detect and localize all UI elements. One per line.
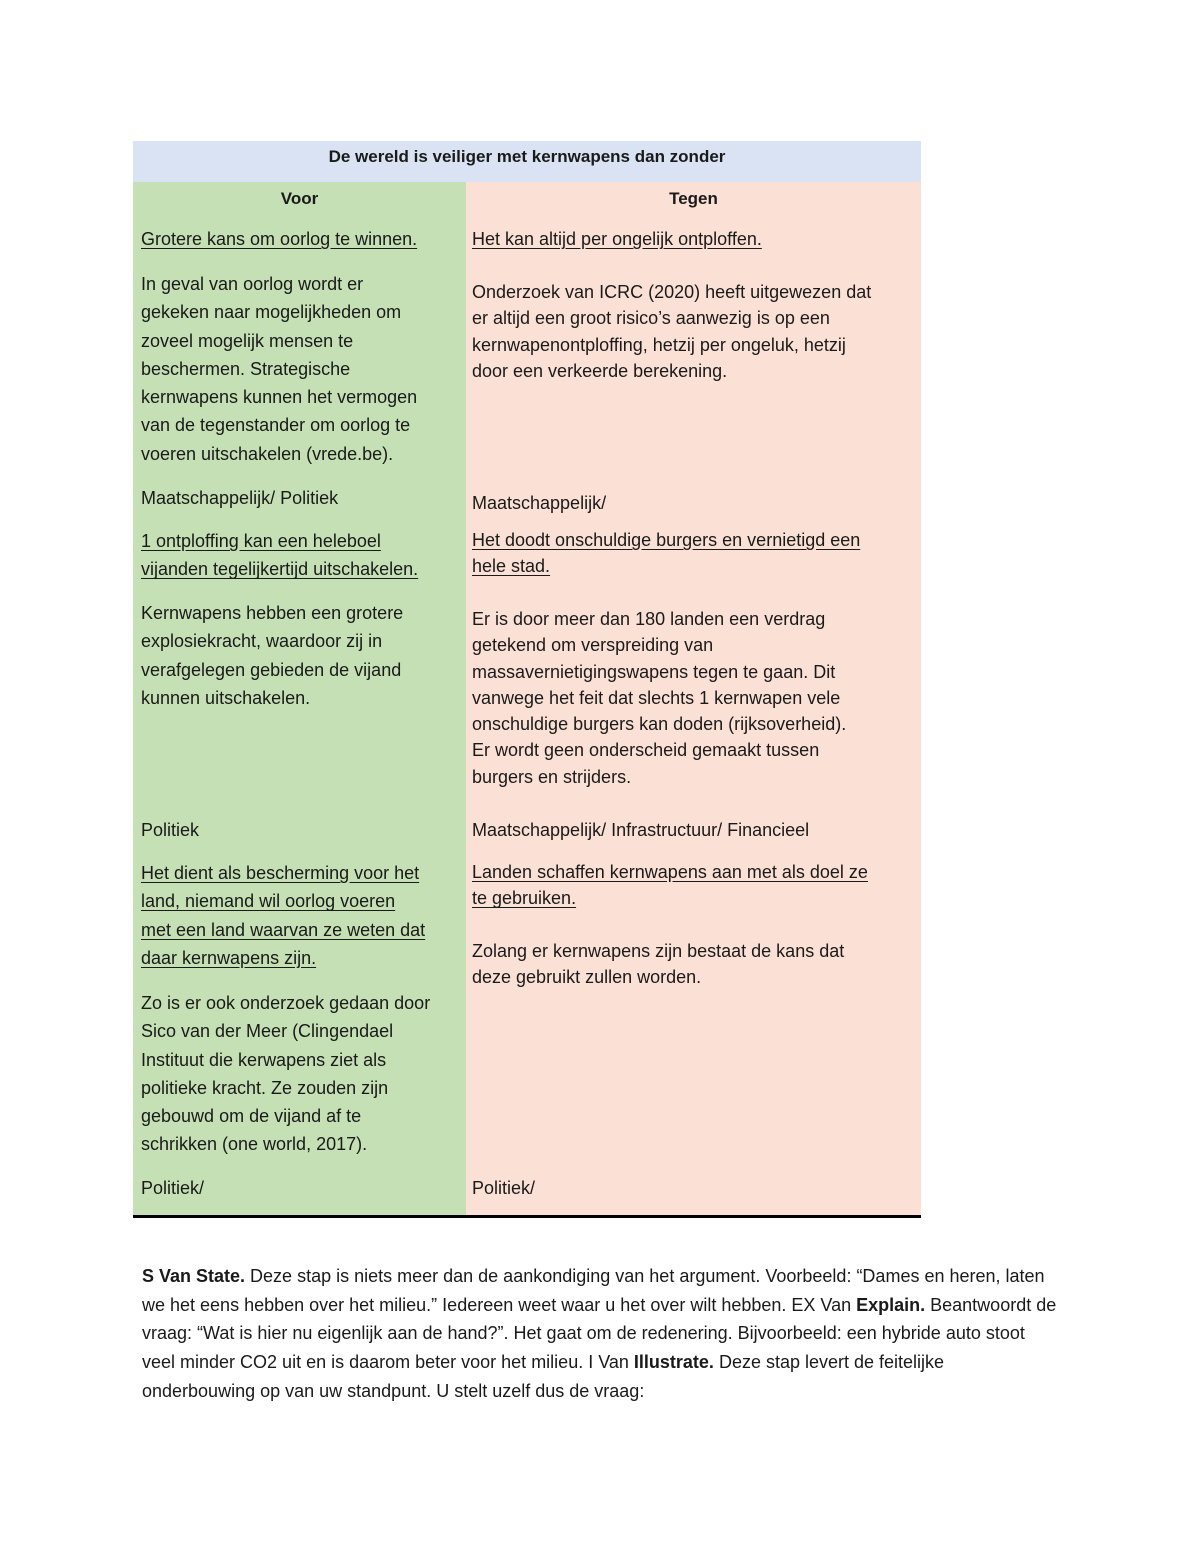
- voor-argument-heading: Grotere kans om oorlog te winnen.: [141, 229, 418, 249]
- illustrate-label: Illustrate.: [633, 1352, 714, 1373]
- voor-category-label: Maatschappelijk/ Politiek: [141, 488, 339, 508]
- voor-argument-text: In geval van oorlog wordt er gekeken naar mogelijkheden om zoveel mogelijk mensen te beschermen. Strategische kernwapens kunnen het vermogen van de tegenstander om oorlog te voeren uitschakelen (vrede.be).: [141, 274, 418, 464]
- tegen-category-label: Maatschappelijk/: [472, 493, 607, 513]
- state-text: Deze stap is niets meer dan de aankondiging van het argument. Voorbeeld: “Dames en heren, laten we het eens hebben over het milieu.” Iedereen weet waar u het over wilt hebben. EX Van: [142, 1266, 1045, 1315]
- tegen-argument-heading: Landen schaffen kernwapens aan met als doel ze te gebruiken.: [472, 862, 868, 909]
- illustrate-text: Deze stap levert de feitelijke onderbouwing op van uw standpunt. U stelt uzelf dus de vraag:: [142, 1352, 945, 1401]
- voor-argument-text: Zo is er ook onderzoek gedaan door Sico van der Meer (Clingendael Instituut die kerwapens ziet als politieke kracht. Ze zouden zijn gebouwd om de vijand af te schrikken (one world, 2017).: [141, 993, 431, 1155]
- voor-argument-heading: Het dient als bescherming voor het land, niemand wil oorlog voeren met een land waarvan ze weten dat daar kernwapens zijn.: [141, 863, 426, 968]
- table-title: De wereld is veiliger met kernwapens dan zonder: [133, 141, 921, 182]
- tegen-category-label: Politiek/: [472, 1178, 536, 1198]
- voor-argument-heading: 1 ontploffing kan een heleboel vijanden tegelijkertijd uitschakelen.: [141, 531, 419, 580]
- tegen-argument-text: Onderzoek van ICRC (2020) heeft uitgewezen dat er altijd een groot risico’s aanwezig is op een kernwapenontploffing, hetzij per ongeluk, hetzij door een verkeerde berekening.: [472, 282, 872, 381]
- voor-category-label: Politiek/: [141, 1178, 205, 1198]
- tegen-argument-text: Zolang er kernwapens zijn bestaat de kans dat deze gebruikt zullen worden.: [472, 941, 845, 988]
- seei-paragraph: [142, 1262, 1062, 1406]
- tegen-argument-heading: Het kan altijd per ongelijk ontploffen.: [472, 229, 762, 249]
- voor-category-label: Politiek: [141, 820, 200, 840]
- tegen-argument-text: Er is door meer dan 180 landen een verdrag getekend om verspreiding van massavernietigingswapens tegen te gaan. Dit vanwege het feit dat slechts 1 kernwapen vele onschuldige burgers kan doden (rijksoverheid). Er wordt geen onderscheid gemaakt tussen burgers en strijders.: [472, 609, 847, 787]
- voor-argument-text: Kernwapens hebben een grotere explosiekracht, waardoor zij in verafgelegen gebieden de vijand kunnen uitschakelen.: [141, 603, 404, 708]
- tegen-argument-heading: Het doodt onschuldige burgers en vernietigd een hele stad.: [472, 530, 861, 577]
- voor-header: Voor: [280, 189, 319, 208]
- state-label: S Van State.: [142, 1266, 246, 1286]
- explain-label: Explain.: [856, 1294, 926, 1315]
- tegen-category-label: Maatschappelijk/ Infrastructuur/ Financieel: [472, 820, 810, 840]
- tegen-header: Tegen: [669, 189, 718, 208]
- explain-text: Beantwoordt de vraag: “Wat is hier nu eigenlijk aan de hand?”. Het gaat om de redenering. Bijvoorbeeld: een hybride auto stoot veel minder CO2 uit en is daarom beter voor het milieu. I Van: [142, 1294, 1057, 1373]
- table-bottom-border: [133, 1215, 921, 1218]
